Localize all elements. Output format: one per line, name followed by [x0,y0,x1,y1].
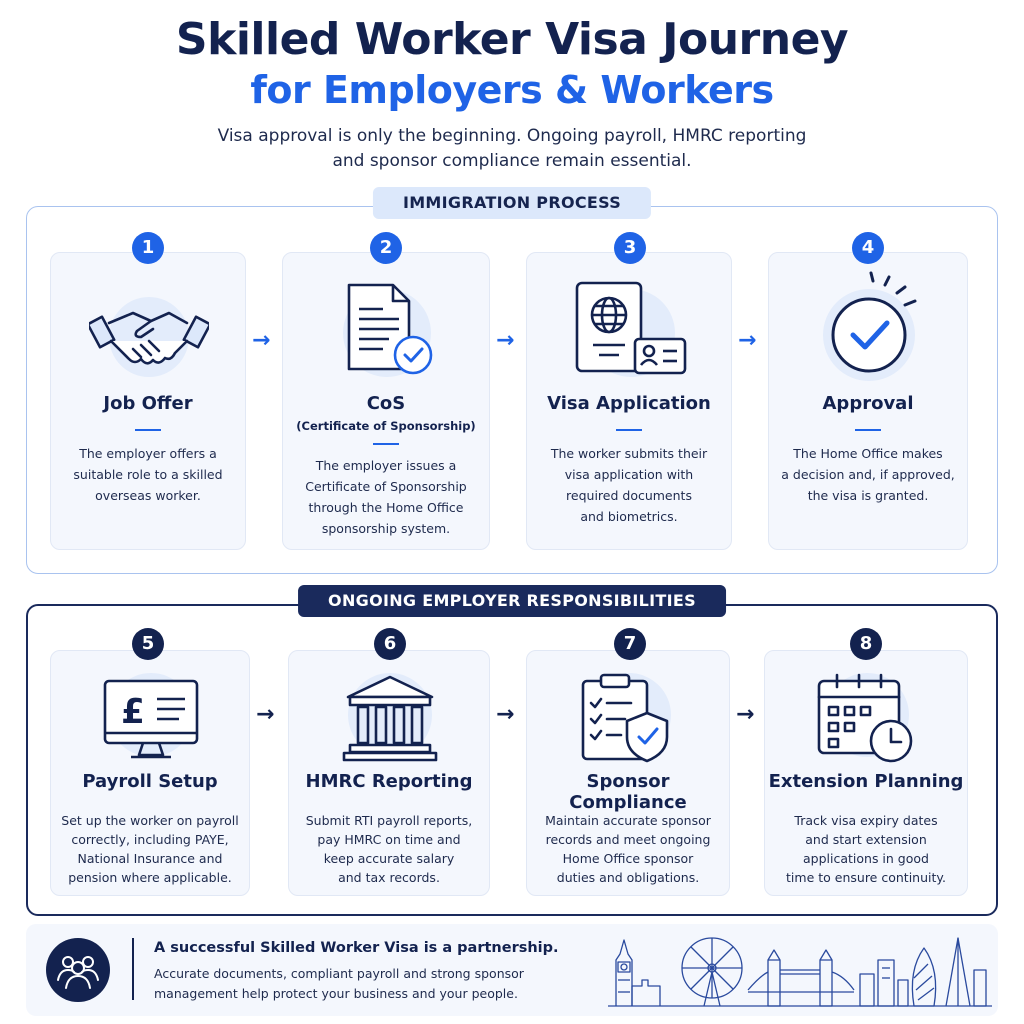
desc-line: The employer issues a [315,458,457,473]
intro-line-1: Visa approval is only the beginning. Ongoing payroll, HMRC reporting [217,126,807,146]
step-number-5: 5 [132,628,164,660]
desc-line: records and meet ongoing [545,832,711,847]
footer-heading: A successful Skilled Worker Visa is a partnership. [154,940,559,956]
desc-line: National Insurance and [77,851,223,866]
step-title: Sponsor Compliance [569,771,687,813]
desc-line: Track visa expiry dates [794,813,938,828]
intro-line-2: and sponsor compliance remain essential. [332,151,692,171]
footer-line-1: Accurate documents, compliant payroll and strong sponsor [154,966,524,981]
desc-line: through the Home Office [308,500,464,515]
step-number-6: 6 [374,628,406,660]
desc-line: time to ensure continuity. [786,870,946,885]
title-divider [616,429,642,431]
government-building-icon [330,667,450,771]
step-title: Payroll Setup [82,771,218,792]
desc-line: Submit RTI payroll reports, [305,813,473,828]
desc-line: and start extension [805,832,927,847]
step-number-4: 4 [852,232,884,264]
step-card-sponsor-compliance [526,650,730,896]
desc-line: Home Office sponsor [562,851,694,866]
arrow-right-icon: → [738,328,757,353]
clipboard-shield-icon [569,667,689,771]
page-title: Skilled Worker Visa Journey [175,14,849,65]
step-description [779,443,957,506]
step-title: Visa Application [547,393,711,414]
payroll-monitor-icon [91,667,211,771]
desc-line: pay HMRC on time and [317,832,461,847]
step-title: Extension Planning [768,771,964,792]
desc-line: keep accurate salary [323,851,455,866]
step-card-extension-planning [764,650,968,896]
step-description [537,811,719,887]
arrow-right-icon: → [256,702,275,727]
handshake-icon [89,289,209,383]
desc-line: required documents [566,488,692,503]
immigration-process-label: IMMIGRATION PROCESS [373,187,651,219]
step-number-1: 1 [132,232,164,264]
step-title: HMRC Reporting [305,771,473,792]
step-card-approval [768,252,968,550]
certificate-document-icon [327,277,447,391]
svg-text:£: £ [121,692,145,732]
step-subtitle: (Certificate of Sponsorship) [296,419,476,433]
step-description [293,455,479,539]
footer-text [154,964,524,1004]
footer-divider [132,938,134,1000]
desc-line: Maintain accurate sponsor [545,813,711,828]
step-card-visa-application [526,252,732,550]
step-number-7: 7 [614,628,646,660]
desc-line: visa application with [564,467,694,482]
step-number-3: 3 [614,232,646,264]
desc-line: correctly, including PAYE, [71,832,229,847]
desc-line: suitable role to a skilled [73,467,223,482]
footer-line-2: management help protect your business and your people. [154,986,518,1001]
desc-line: and biometrics. [580,509,678,524]
title-divider [855,429,881,431]
step-title: Job Offer [103,393,193,414]
step-card-cos [282,252,490,550]
calendar-clock-icon [807,667,927,771]
check-circle-icon [809,269,929,391]
step-description [537,443,721,527]
desc-line: overseas worker. [95,488,201,503]
title-divider [373,443,399,445]
desc-line: Certificate of Sponsorship [305,479,467,494]
step-title: Approval [822,393,914,414]
intro-text [0,124,1024,174]
step-card-job-offer [50,252,246,550]
arrow-right-icon: → [496,328,515,353]
desc-line: the visa is granted. [807,488,929,503]
desc-line: a decision and, if approved, [781,467,955,482]
arrow-right-icon: → [496,702,515,727]
step-card-hmrc-reporting [288,650,490,896]
footer-banner [26,924,998,1016]
desc-line: and tax records. [338,870,440,885]
employer-responsibilities-label: ONGOING EMPLOYER RESPONSIBILITIES [298,585,726,617]
arrow-right-icon: → [736,702,755,727]
step-card-payroll-setup [50,650,250,896]
step-title: CoS [366,393,406,414]
london-skyline-icon [608,930,992,1014]
desc-line: The worker submits their [550,446,708,461]
desc-line: sponsorship system. [321,521,451,536]
step-description [61,811,239,887]
title-divider [135,429,161,431]
desc-line: The employer offers a [79,446,217,461]
step-description [775,811,957,887]
desc-line: applications in good [803,851,929,866]
passport-icon [569,277,693,391]
step-number-2: 2 [370,232,402,264]
step-number-8: 8 [850,628,882,660]
arrow-right-icon: → [252,328,271,353]
desc-line: pension where applicable. [68,870,232,885]
desc-line: duties and obligations. [556,870,700,885]
desc-line: Set up the worker on payroll [61,813,239,828]
step-description [61,443,235,506]
desc-line: The Home Office makes [793,446,943,461]
page-subtitle: for Employers & Workers [250,68,774,112]
step-description [299,811,479,887]
people-group-icon [46,938,110,1002]
